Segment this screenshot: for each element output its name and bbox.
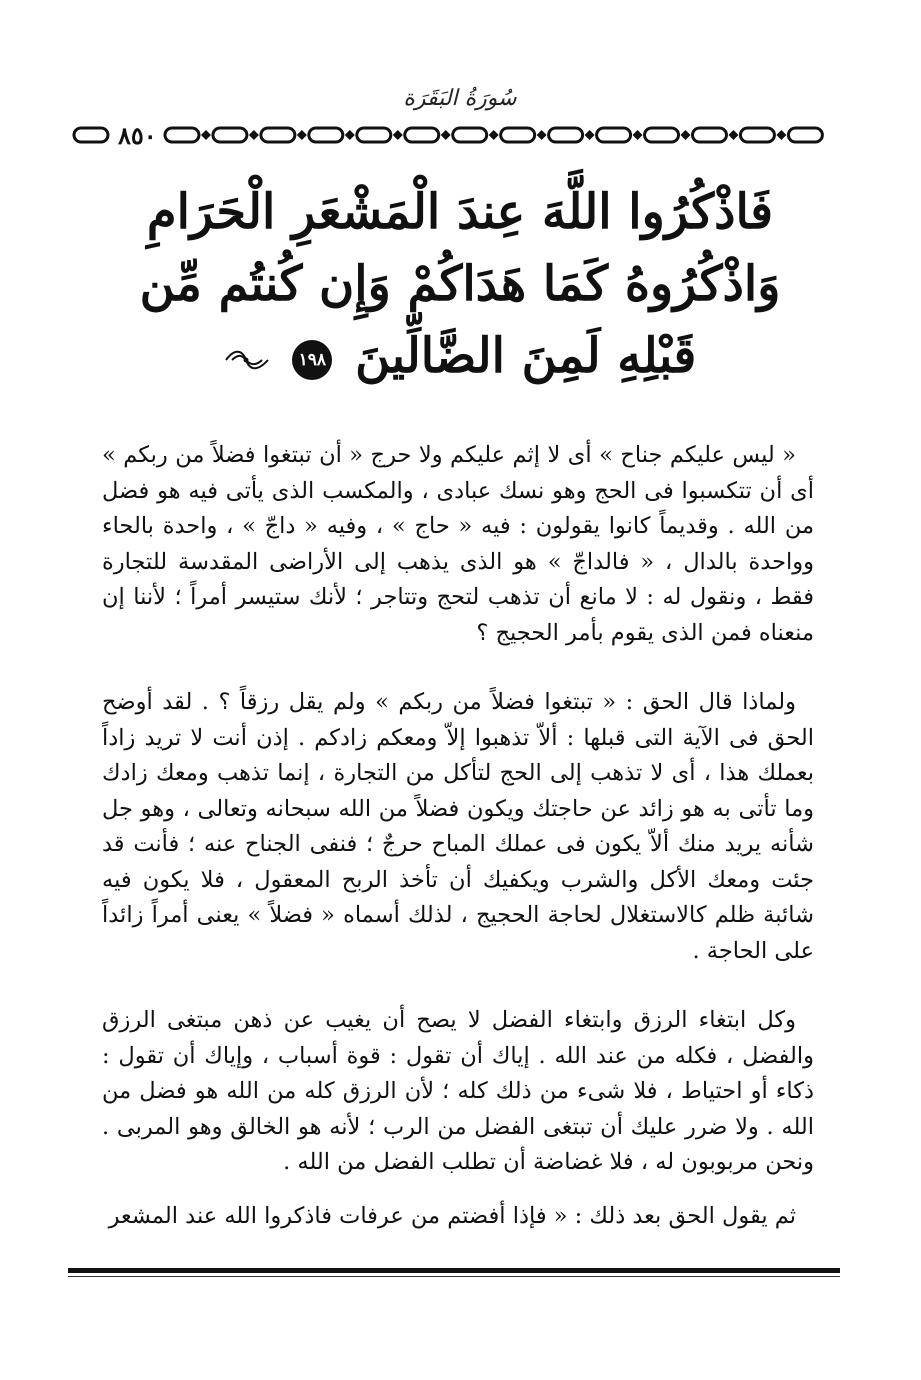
ornament-link [213, 128, 247, 142]
verse-line-3 [130, 320, 790, 392]
verse-end-flourish-icon [224, 345, 270, 375]
ornament-diamond [680, 130, 690, 140]
ornament-diamond [632, 130, 642, 140]
paragraph-2: ولماذا قال الحق : « تبتغوا فضلاً من ربكم » ولم يقل رزقاً ؟ . لقد أوضح الحق فى الآية التى قبلها : ألاّ تذهبوا إلاّ ومعكم زادكم . إذن أنت لا تريد زاداً بعملك هذا ، أى لا تذهب إلى الحج لتأكل من التجارة ، إنما تذهب ومعك زادك وما تأتى به هو زائد عن حاجتك ويكون فضلاً من الله سبحانه وتعالى ، وهو جل شأنه يريد منك ألاّ يكون فى عملك المباح حرجٌ ؛ فنفى الجناح عنه ؛ فأنت قد جئت ومعك الأكل والشرب ويكفيك أن تأخذ الربح المعقول ، فلا يكون فيه شائبة ظلم كالاستغلال لحاجة الحجيج ، لذلك أسماه « فضلاً » يعنى أمراً زائداً على الحاجة . [102, 689, 814, 964]
ornament-chain-right [163, 122, 842, 148]
page-number: ٨٥٠ [117, 120, 157, 150]
verse-line-3-text: قَبْلِهِ لَمِنَ الضَّالِّينَ [355, 328, 697, 384]
ornament-diamond [344, 130, 354, 140]
ornament-link [404, 128, 438, 142]
ornament-diamond [297, 130, 307, 140]
footer-rule [68, 1268, 840, 1273]
paragraph-4: ثم يقول الحق بعد ذلك : « فإذا أفضتم من عرفات فاذكروا الله عند المشعر [108, 1202, 796, 1229]
ornament-link [644, 128, 678, 142]
ornament-diamond [488, 130, 498, 140]
ornament-diamond [776, 130, 786, 140]
footer-rule-thin [68, 1276, 840, 1277]
commentary-text [102, 438, 814, 1234]
ornament-link [500, 128, 534, 142]
ornament-diamond [392, 130, 402, 140]
ornament-diamond [584, 130, 594, 140]
ornament-link [309, 128, 343, 142]
ayah-number-marker: ١٩٨ [292, 340, 332, 380]
ornament-chain-left [72, 122, 112, 148]
ornament-link [740, 128, 774, 142]
ornament-diamond [440, 130, 450, 140]
ornament-diamond [249, 130, 259, 140]
verse-line-2: وَاذْكُرُوهُ كَمَا هَدَاكُمْ وَإِن كُنتُم مِّن [139, 256, 781, 312]
quran-verse [130, 176, 790, 392]
header-ornament-border [72, 122, 842, 148]
surah-title: سُورَةُ البَقَرَة [403, 86, 517, 111]
ornament-link [452, 128, 486, 142]
ornament-link [596, 128, 630, 142]
ornament-diamond [728, 130, 738, 140]
ornament-link [692, 128, 726, 142]
ornament-link [548, 128, 582, 142]
ornament-link [788, 128, 822, 142]
ornament-link [356, 128, 390, 142]
paragraph-3: وكل ابتغاء الرزق وابتغاء الفضل لا يصح أن يغيب عن ذهن مبتغى الرزق والفضل ، فكله من عند الله . إياك أن تقول : قوة أسباب ، وإياك أن تقول : ذكاء أو احتياط ، فلا شىء من ذلك كله ؛ لأن الرزق كله من الله هو فضل من الله . ولا ضرر عليك أن تبتغى الفضل من الرب ؛ لأنه هو الخالق وهو المربى . ونحن مربوبون له ، فلا غضاضة أن تطلب الفضل من الله . [102, 1007, 814, 1175]
paragraph-1: « ليس عليكم جناح » أى لا إثم عليكم ولا حرج « أن تبتغوا فضلاً من ربكم » أى أن تتكسبوا فى الحج وهو نسك عبادى ، والمكسب الذى يأتى فيه هو فضل من الله . وقديماً كانوا يقولون : فيه « حاج » ، وفيه « داجّ » ، واحدة بالحاء وواحدة بالدال ، « فالداجّ » هو الذى يذهب إلى الأراضى المقدسة للتجارة فقط ، ونقول له : لا مانع أن تذهب لتحج وتتاجر ؛ لأنك ستيسر أمراً ؛ لأننا إن منعناه فمن الذى يقوم بأمر الحجيج ؟ [102, 442, 814, 646]
ornament-link [165, 128, 199, 142]
verse-line-1: فَاذْكُرُوا اللَّهَ عِندَ الْمَشْعَرِ الْحَرَامِ [146, 184, 774, 240]
ornament-diamond [201, 130, 211, 140]
ornament-diamond [536, 130, 546, 140]
ornament-link [261, 128, 295, 142]
